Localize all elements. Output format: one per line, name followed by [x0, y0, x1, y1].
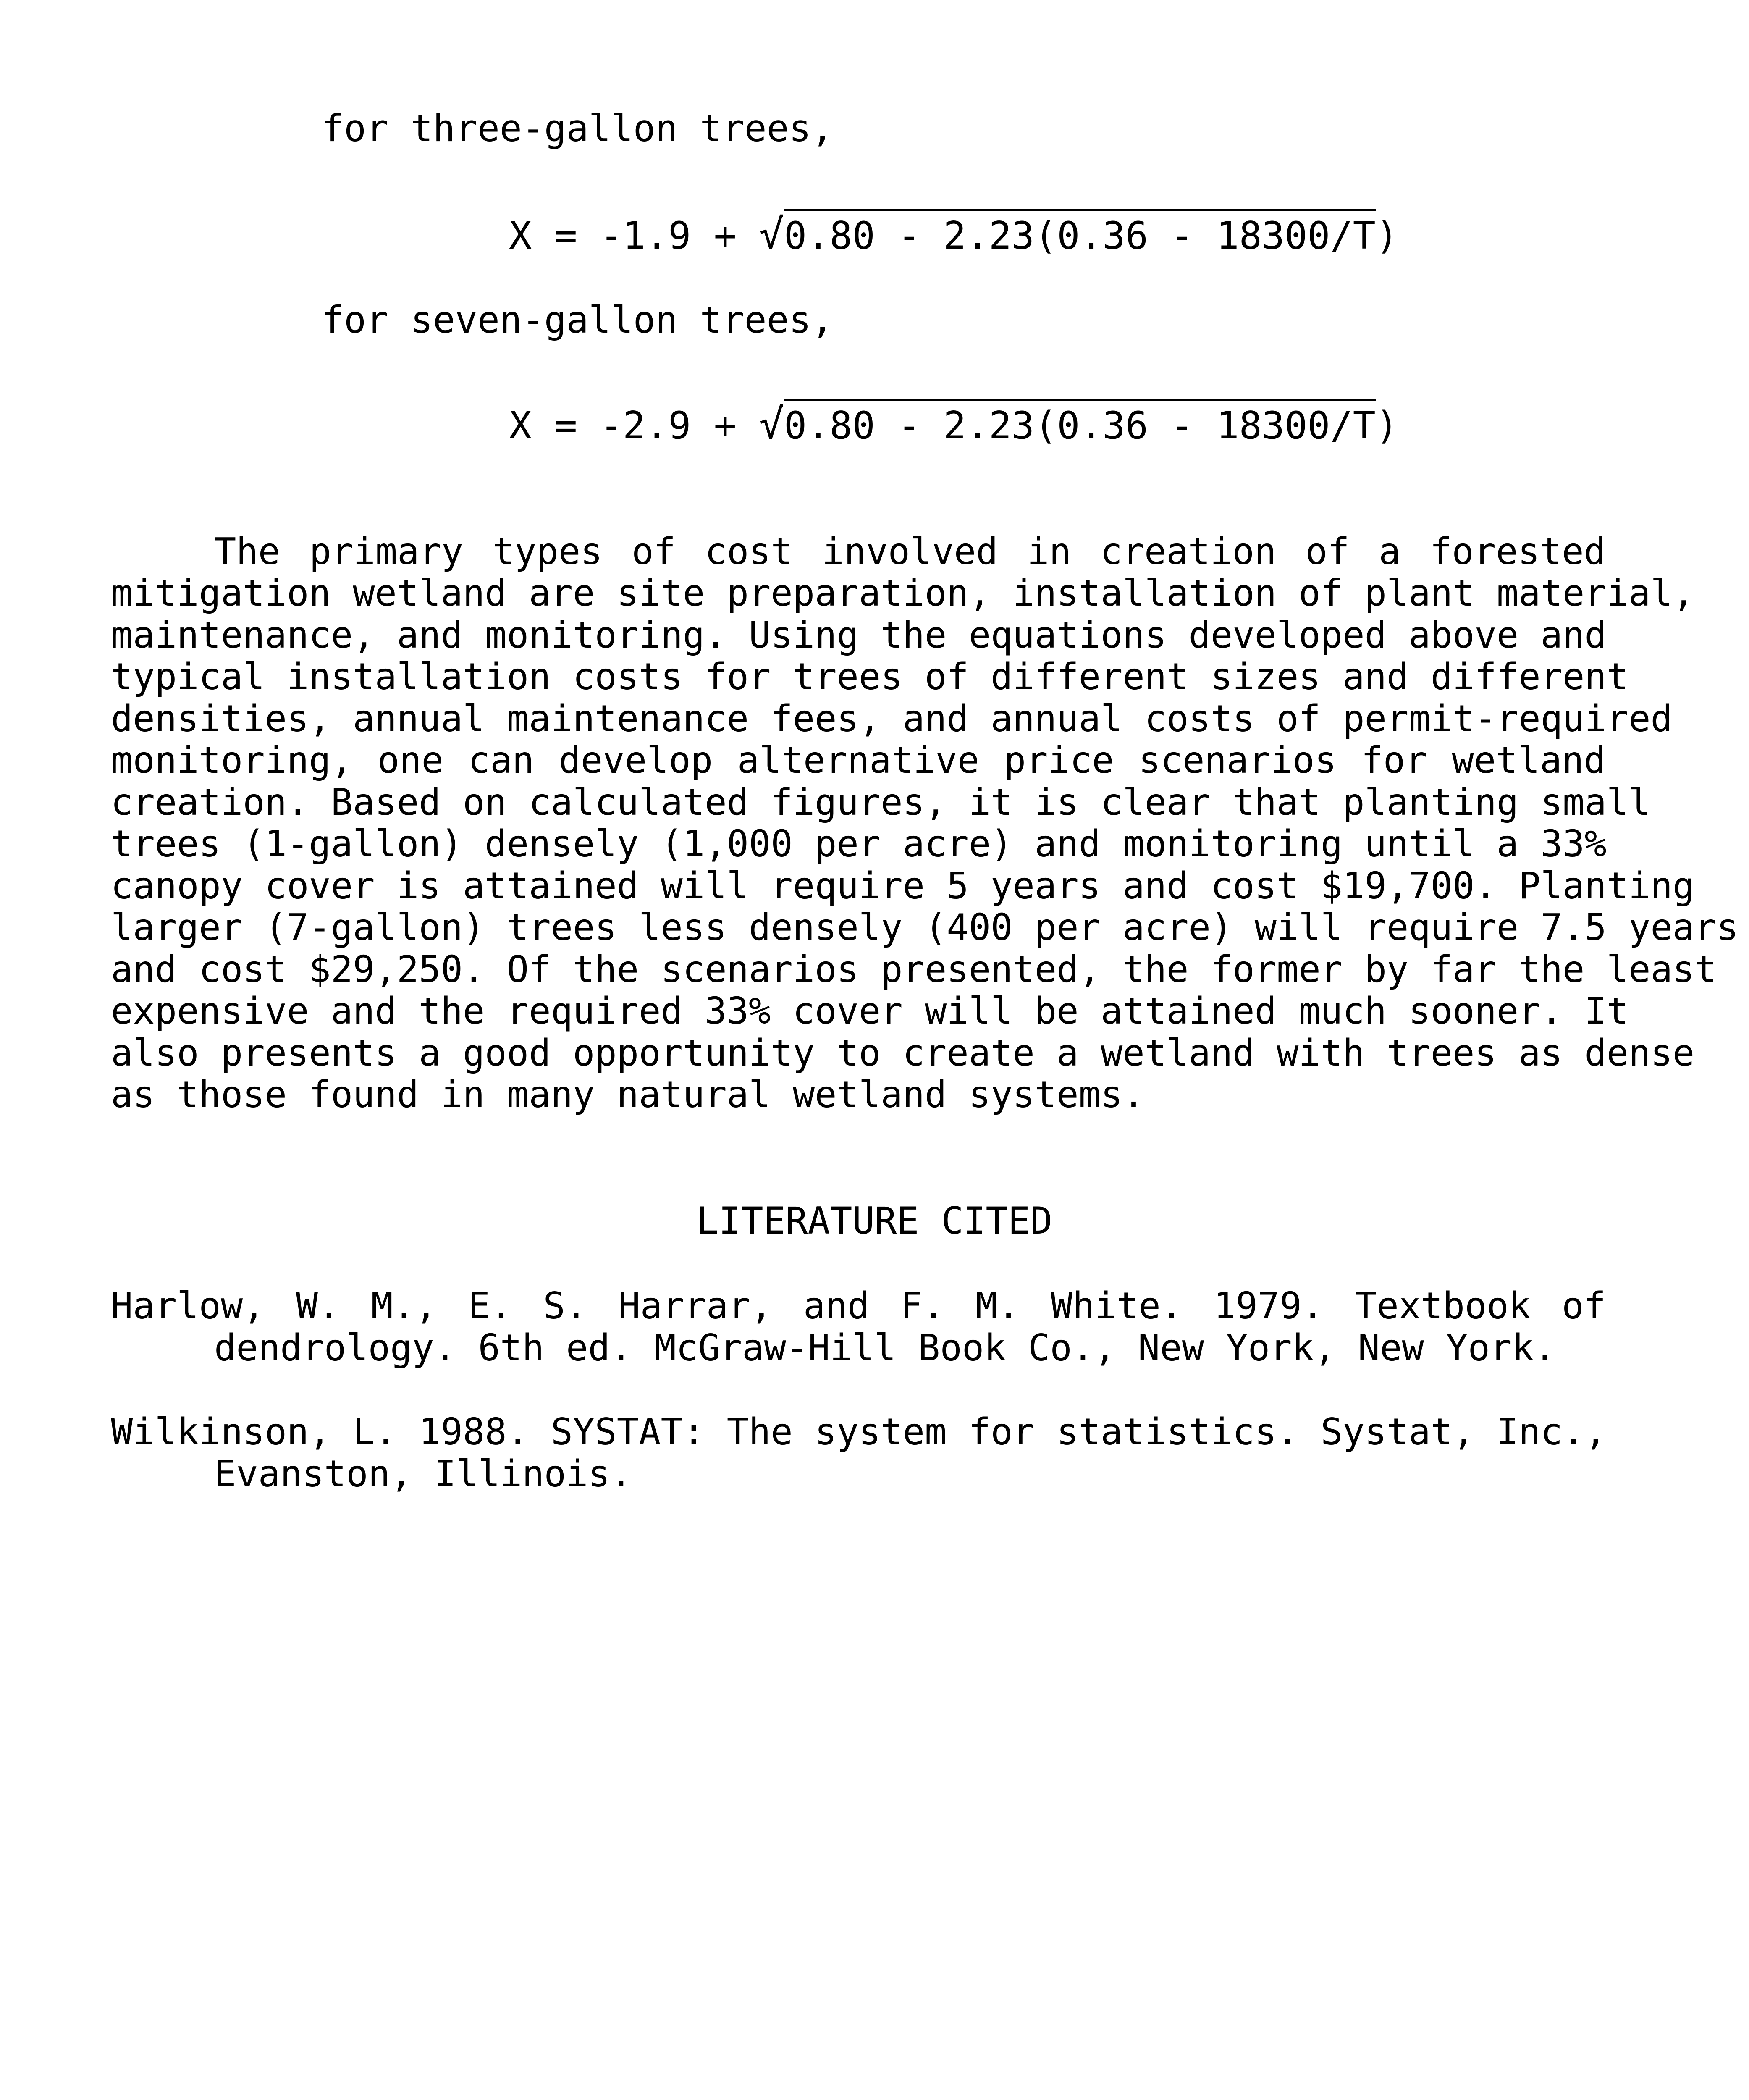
radical-sign: √	[759, 211, 784, 259]
paragraph-line: expensive and the required 33% cover will be attained much sooner. It	[111, 990, 1629, 1032]
seven-gallon-intro: for seven-gallon trees,	[322, 298, 834, 341]
equation-close-paren: )	[1375, 404, 1399, 448]
paragraph-line: canopy cover is attained will require 5 years and cost $19,700. Planting	[111, 864, 1695, 907]
equation-lhs: X = -2.9 +	[509, 404, 760, 448]
three-gallon-intro: for three-gallon trees,	[322, 107, 834, 150]
equation-three-gallon	[509, 211, 1399, 259]
equation-radicand: 0.80 - 2.23(0.36 - 18300/T	[784, 209, 1376, 258]
equation-radicand: 0.80 - 2.23(0.36 - 18300/T	[784, 399, 1376, 448]
radical-sign: √	[759, 401, 784, 449]
paragraph-line: densities, annual maintenance fees, and annual costs of permit-required	[111, 697, 1673, 740]
reference-line: dendrology. 6th ed. McGraw-Hill Book Co., New York, New York.	[214, 1326, 1556, 1369]
reference-line: Harlow, W. M., E. S. Harrar, and F. M. White. 1979. Textbook of	[111, 1284, 1606, 1327]
reference-line: Wilkinson, L. 1988. SYSTAT: The system for statistics. Systat, Inc.,	[111, 1410, 1607, 1453]
literature-heading: LITERATURE CITED	[696, 1199, 1053, 1242]
paragraph-line: The primary types of cost involved in creation of a forested	[214, 530, 1606, 573]
paragraph-line: monitoring, one can develop alternative price scenarios for wetland	[111, 739, 1606, 782]
paragraph-line: maintenance, and monitoring. Using the equations developed above and	[111, 614, 1607, 656]
paragraph-line: trees (1-gallon) densely (1,000 per acre) and monitoring until a 33%	[111, 822, 1607, 865]
paragraph-line: creation. Based on calculated figures, it is clear that planting small	[111, 781, 1651, 824]
paragraph-line: typical installation costs for trees of different sizes and different	[111, 655, 1629, 698]
paragraph-line: and cost $29,250. Of the scenarios presented, the former by far the least	[111, 948, 1717, 991]
paragraph-line: as those found in many natural wetland systems.	[111, 1073, 1145, 1116]
paragraph-line: also presents a good opportunity to create a wetland with trees as dense	[111, 1032, 1695, 1074]
paragraph-line: mitigation wetland are site preparation, installation of plant material,	[111, 572, 1695, 614]
equation-lhs: X = -1.9 +	[509, 214, 760, 258]
equation-seven-gallon	[509, 401, 1399, 449]
paragraph-line: larger (7-gallon) trees less densely (400 per acre) will require 7.5 years	[111, 906, 1739, 949]
equation-close-paren: )	[1375, 214, 1399, 258]
reference-line: Evanston, Illinois.	[214, 1452, 632, 1495]
